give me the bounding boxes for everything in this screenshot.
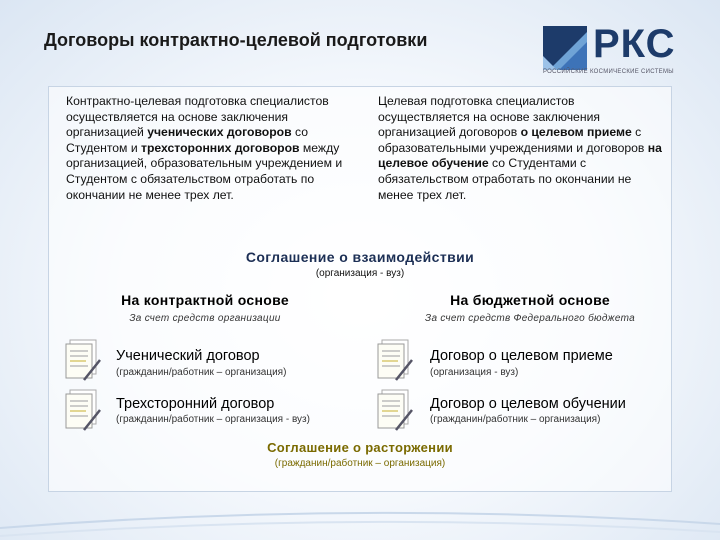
target-admission-contract-subtitle: (организация - вуз) [430, 367, 519, 378]
interaction-agreement-title: Соглашение о взаимодействии [245, 249, 475, 265]
budget-basis-subheading: За счет средств Федерального бюджета [425, 313, 635, 324]
termination-agreement-subtitle: (гражданин/работник – организация) [274, 458, 446, 469]
tripartite-contract-subtitle: (гражданин/работник – организация - вуз) [116, 414, 310, 425]
contract-basis-heading: На контрактной основе [121, 292, 289, 308]
logo-text: РКС [593, 22, 676, 66]
logo-mark-icon [543, 26, 587, 70]
page-title: Договоры контрактно-целевой подготовки [44, 30, 428, 50]
document-icon [64, 388, 104, 432]
contract-target-paragraph: Контрактно-целевая подготовка специалистов осуществляется на основе заключения организацией ученических договоров со Студентом и трехсторонних договоров между организацией, образовательным учреждением и Студентом с обязательством отработать по окончании не менее трех лет. [66, 94, 343, 202]
interaction-agreement-subtitle: (организация - вуз) [315, 268, 405, 279]
document-icon [64, 338, 104, 382]
decorative-background-lines [0, 500, 720, 540]
target-training-paragraph: Целевая подготовка специалистов осуществляется на основе заключения организацией договоров о целевом приеме с образовательными учреждениями и договоров на целевое обучение со Студентами с обязательством отработать по окончании не менее трех лет. [378, 94, 662, 202]
target-training-contract-subtitle: (гражданин/работник – организация) [430, 414, 601, 425]
document-icon [376, 388, 416, 432]
budget-basis-heading: На бюджетной основе [450, 292, 610, 308]
target-training-contract-title: Договор о целевом обучении [430, 396, 626, 412]
apprentice-contract-title: Ученический договор [116, 348, 260, 364]
termination-agreement-title: Соглашение о расторжении [267, 440, 453, 455]
contract-basis-subheading: За счет средств организации [129, 313, 281, 324]
logo-subtitle: РОССИЙСКИЕ КОСМИЧЕСКИЕ СИСТЕМЫ [543, 69, 674, 75]
document-icon [376, 338, 416, 382]
tripartite-contract-title: Трехсторонний договор [116, 396, 275, 412]
target-admission-contract-title: Договор о целевом приеме [430, 348, 613, 364]
company-logo [543, 24, 683, 78]
apprentice-contract-subtitle: (гражданин/работник – организация) [116, 367, 287, 378]
